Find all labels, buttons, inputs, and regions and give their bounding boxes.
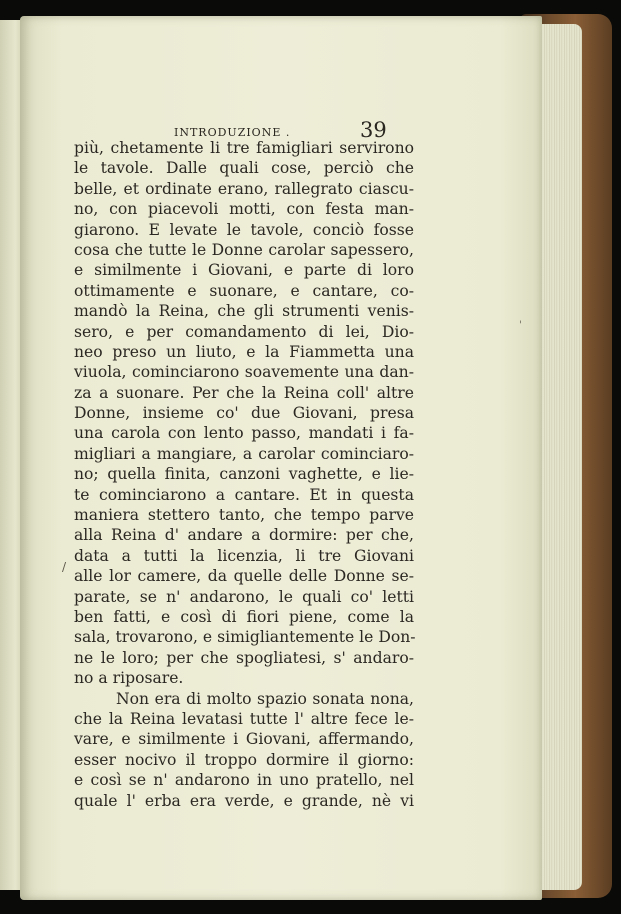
text-line: una carola con lento passo, mandati i fa-: [74, 424, 414, 443]
text-line: maniera stettero tanto, che tempo parve: [74, 506, 414, 525]
text-line: e così se n' andarono in uno pratello, nel: [74, 771, 414, 790]
text-line: sala, trovarono, e simigliantemente le Don-: [74, 628, 416, 647]
text-line-paragraph-end: no a riposare.: [74, 669, 184, 688]
text-line: esser nocivo il troppo dormire il giorno:: [74, 750, 414, 769]
text-line: giarono. E levate le tavole, conciò fosse: [74, 220, 414, 239]
text-line: viuola, cominciarono soavemente una dan-: [74, 363, 414, 382]
text-line: cosa che tutte le Donne carolar sapessero,: [74, 240, 414, 259]
running-title: INTRODUZIONE .: [174, 126, 291, 139]
text-line: ben fatti, e così di fiori piene, come la: [74, 607, 414, 626]
text-line: alle lor camere, da quelle delle Donne se-: [74, 567, 414, 586]
text-line: quale l' erba era verde, e grande, nè vi: [74, 791, 414, 810]
text-line: te cominciarono a cantare. Et in questa: [74, 485, 414, 504]
text-line: alla Reina d' andare a dormire: per che,: [74, 526, 414, 545]
facing-page-edge: [0, 20, 22, 890]
text-line: vare, e similmente i Giovani, affermando,: [74, 730, 414, 749]
text-line: za a suonare. Per che la Reina coll' altre: [74, 383, 414, 402]
text-line: migliari a mangiare, a carolar cominciaro-: [74, 444, 414, 463]
margin-dot-mark: ': [519, 320, 522, 331]
text-line: più, chetamente li tre famigliari servirono: [74, 139, 414, 157]
text-line: sero, e per comandamento di lei, Dio-: [74, 322, 414, 341]
text-line: no; quella finita, canzoni vaghette, e lie-: [74, 465, 414, 484]
text-line: mandò la Reina, che gli strumenti venis-: [74, 302, 414, 321]
text-line: ne le loro; per che spogliatesi, s' andaro-: [74, 648, 414, 667]
text-line: ottimamente e suonare, e cantare, co-: [74, 281, 414, 300]
text-line: neo preso un liuto, e la Fiammetta una: [74, 342, 414, 361]
text-line: Donne, insieme co' due Giovani, presa: [74, 404, 414, 423]
body-text: [74, 138, 414, 811]
text-line: che la Reina levatasi tutte l' altre fece le-: [74, 709, 414, 728]
text-line: parate, se n' andarono, le quali co' letti: [74, 587, 414, 606]
text-line: le tavole. Dalle quali cose, perciò che: [74, 159, 414, 178]
text-line-paragraph-start: Non era di molto spazio sonata nona,: [116, 689, 414, 708]
page-number: 39: [360, 118, 387, 142]
text-line: data a tutti la licenzia, li tre Giovani: [74, 546, 414, 565]
text-line: no, con piacevoli motti, con festa man-: [74, 200, 414, 219]
text-line: belle, et ordinate erano, rallegrato ciascu-: [74, 179, 414, 198]
text-line: e similmente i Giovani, e parte di loro: [74, 261, 414, 280]
margin-pencil-mark: /: [62, 560, 67, 574]
